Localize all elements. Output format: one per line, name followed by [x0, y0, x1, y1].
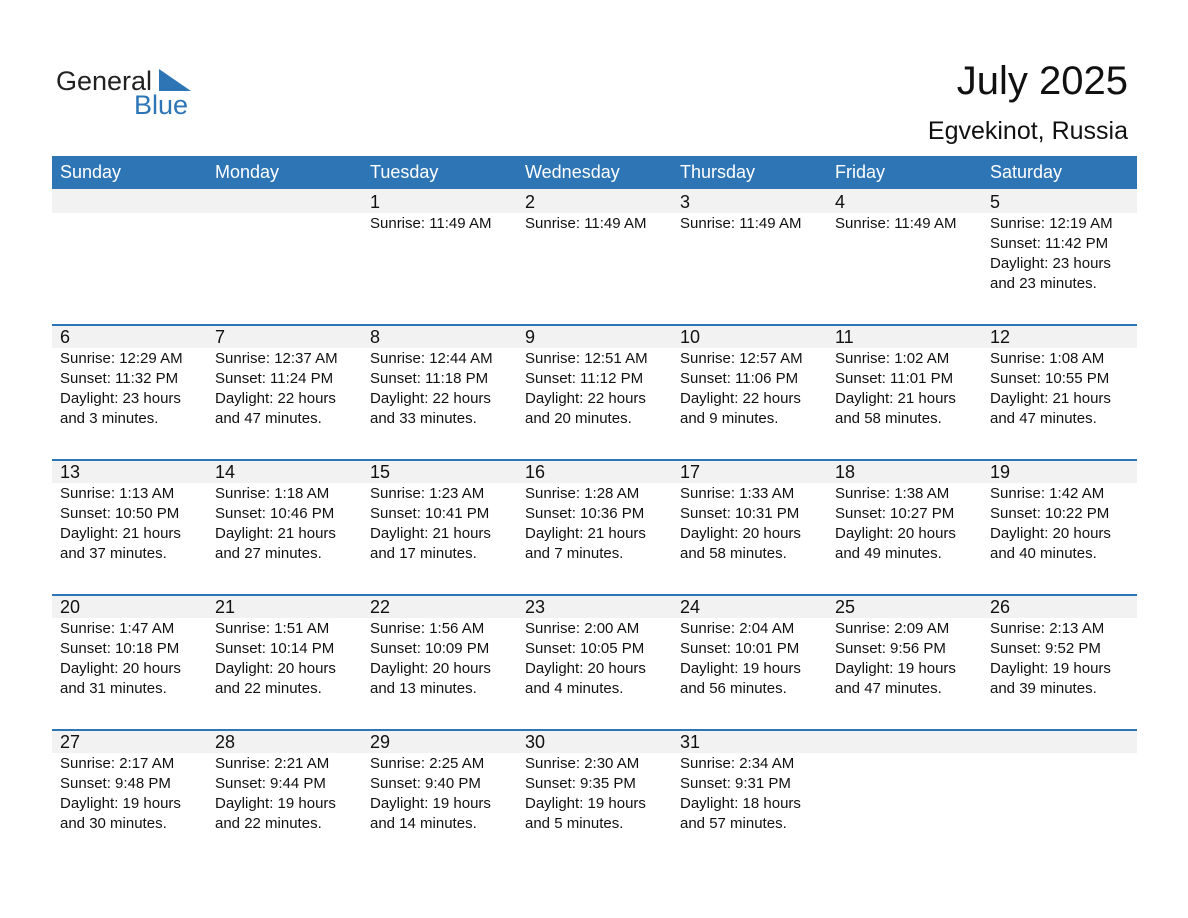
logo-triangle-icon	[159, 69, 191, 91]
daylight-minutes-text: and 3 minutes.	[60, 410, 159, 427]
sunset-text: Sunset: 11:01 PM	[835, 370, 954, 387]
sunset-text: Sunset: 10:18 PM	[60, 640, 180, 657]
day-number: 27	[60, 732, 81, 752]
sunset-text: Sunset: 10:22 PM	[990, 505, 1110, 522]
day-number: 1	[370, 192, 381, 212]
sunset-text: Sunset: 9:31 PM	[680, 775, 791, 792]
daylight-minutes-text: and 58 minutes.	[680, 545, 787, 562]
daylight-text: Daylight: 19 hours	[215, 795, 336, 812]
day-cell	[827, 324, 982, 429]
week-cells	[52, 594, 1137, 699]
day-number	[60, 189, 207, 214]
daylight-text: Daylight: 22 hours	[525, 390, 646, 407]
day-cell	[517, 729, 672, 834]
sunset-text: Sunset: 9:52 PM	[990, 640, 1101, 657]
daylight-minutes-text: and 30 minutes.	[60, 815, 167, 832]
day-cell	[672, 324, 827, 429]
sunrise-text: Sunrise: 11:49 AM	[370, 215, 492, 232]
day-cell	[672, 189, 827, 294]
daylight-minutes-text: and 22 minutes.	[215, 815, 322, 832]
day-number: 6	[60, 327, 71, 347]
sunrise-text: Sunrise: 12:57 AM	[680, 350, 803, 367]
sunrise-text: Sunrise: 2:30 AM	[525, 755, 640, 772]
day-cell	[672, 729, 827, 834]
day-number: 15	[370, 462, 391, 482]
daylight-minutes-text: and 39 minutes.	[990, 680, 1097, 697]
daylight-text: Daylight: 19 hours	[370, 795, 491, 812]
sunrise-text: Sunrise: 12:37 AM	[215, 350, 338, 367]
day-cell	[207, 729, 362, 834]
calendar-week	[52, 594, 1137, 729]
daylight-text: Daylight: 20 hours	[60, 660, 181, 677]
sunrise-text: Sunrise: 12:19 AM	[990, 215, 1113, 232]
sunrise-text: Sunrise: 11:49 AM	[525, 215, 647, 232]
sunrise-text: Sunrise: 12:51 AM	[525, 350, 648, 367]
daylight-minutes-text: and 13 minutes.	[370, 680, 477, 697]
week-cells	[52, 189, 1137, 294]
sunrise-text: Sunrise: 2:34 AM	[680, 755, 795, 772]
daylight-text: Daylight: 19 hours	[680, 660, 801, 677]
day-number: 14	[215, 462, 236, 482]
day-number: 20	[60, 597, 81, 617]
day-cell	[827, 189, 982, 294]
sunrise-text: Sunrise: 2:17 AM	[60, 755, 175, 772]
day-number: 7	[215, 327, 226, 347]
day-number: 17	[680, 462, 701, 482]
sunrise-text: Sunrise: 1:51 AM	[215, 620, 330, 637]
daylight-text: Daylight: 22 hours	[370, 390, 491, 407]
sunrise-text: Sunrise: 1:28 AM	[525, 485, 640, 502]
sunset-text: Sunset: 10:01 PM	[680, 640, 800, 657]
day-number	[990, 729, 1137, 754]
daylight-minutes-text: and 47 minutes.	[835, 680, 942, 697]
sunrise-text: Sunrise: 11:49 AM	[835, 215, 957, 232]
sunrise-text: Sunrise: 2:25 AM	[370, 755, 485, 772]
day-cell	[52, 729, 207, 834]
calendar-weeks	[52, 189, 1137, 864]
empty-day-cell	[982, 729, 1137, 834]
daylight-minutes-text: and 23 minutes.	[990, 275, 1097, 292]
day-number: 28	[215, 732, 236, 752]
daylight-text: Daylight: 21 hours	[60, 525, 181, 542]
daylight-minutes-text: and 49 minutes.	[835, 545, 942, 562]
daylight-text: Daylight: 19 hours	[525, 795, 646, 812]
day-cell	[982, 459, 1137, 564]
sunset-text: Sunset: 9:44 PM	[215, 775, 326, 792]
day-cell	[362, 324, 517, 429]
sunset-text: Sunset: 10:41 PM	[370, 505, 490, 522]
day-cell	[52, 459, 207, 564]
weekday-friday: Friday	[835, 162, 886, 182]
sunrise-text: Sunrise: 1:18 AM	[215, 485, 330, 502]
day-number: 5	[990, 192, 1001, 212]
daylight-minutes-text: and 17 minutes.	[370, 545, 477, 562]
daylight-text: Daylight: 20 hours	[215, 660, 336, 677]
daylight-text: Daylight: 21 hours	[215, 525, 336, 542]
daylight-text: Daylight: 18 hours	[680, 795, 801, 812]
daylight-minutes-text: and 20 minutes.	[525, 410, 632, 427]
day-cell	[362, 594, 517, 699]
weekday-wednesday: Wednesday	[525, 162, 620, 182]
weekday-header	[52, 156, 1137, 189]
sunset-text: Sunset: 10:46 PM	[215, 505, 335, 522]
sunset-text: Sunset: 10:55 PM	[990, 370, 1110, 387]
daylight-minutes-text: and 47 minutes.	[990, 410, 1097, 427]
sunrise-text: Sunrise: 2:21 AM	[215, 755, 330, 772]
day-cell	[207, 594, 362, 699]
daylight-text: Daylight: 19 hours	[60, 795, 181, 812]
sunrise-text: Sunrise: 2:13 AM	[990, 620, 1105, 637]
day-number: 30	[525, 732, 546, 752]
day-cell	[517, 189, 672, 294]
day-number	[215, 189, 362, 214]
daylight-text: Daylight: 20 hours	[990, 525, 1111, 542]
day-cell	[517, 324, 672, 429]
sunrise-text: Sunrise: 1:23 AM	[370, 485, 485, 502]
daylight-minutes-text: and 7 minutes.	[525, 545, 624, 562]
sunrise-text: Sunrise: 12:44 AM	[370, 350, 493, 367]
daylight-text: Daylight: 22 hours	[680, 390, 801, 407]
day-number: 16	[525, 462, 546, 482]
sunrise-text: Sunrise: 11:49 AM	[680, 215, 802, 232]
week-cells	[52, 729, 1137, 834]
day-cell	[517, 594, 672, 699]
day-number: 8	[370, 327, 381, 347]
sunrise-text: Sunrise: 2:00 AM	[525, 620, 640, 637]
day-number: 3	[680, 192, 691, 212]
weekday-sunday: Sunday	[60, 162, 122, 182]
daylight-text: Daylight: 21 hours	[990, 390, 1111, 407]
daylight-minutes-text: and 4 minutes.	[525, 680, 624, 697]
sunset-text: Sunset: 11:12 PM	[525, 370, 644, 387]
day-number: 10	[680, 327, 701, 347]
weekday-monday: Monday	[215, 162, 280, 182]
day-cell	[362, 459, 517, 564]
daylight-minutes-text: and 14 minutes.	[370, 815, 477, 832]
calendar-week	[52, 459, 1137, 594]
sunset-text: Sunset: 10:27 PM	[835, 505, 955, 522]
day-number: 13	[60, 462, 81, 482]
sunset-text: Sunset: 10:31 PM	[680, 505, 800, 522]
day-number	[835, 729, 982, 754]
day-cell	[827, 594, 982, 699]
daylight-text: Daylight: 19 hours	[835, 660, 956, 677]
daylight-minutes-text: and 33 minutes.	[370, 410, 477, 427]
sunrise-text: Sunrise: 1:42 AM	[990, 485, 1105, 502]
sunset-text: Sunset: 11:24 PM	[215, 370, 334, 387]
sunrise-text: Sunrise: 1:02 AM	[835, 350, 950, 367]
daylight-text: Daylight: 20 hours	[370, 660, 491, 677]
sunrise-text: Sunrise: 1:56 AM	[370, 620, 485, 637]
day-number: 22	[370, 597, 391, 617]
day-number: 18	[835, 462, 856, 482]
calendar-week	[52, 189, 1137, 324]
day-cell	[827, 459, 982, 564]
weekday-saturday: Saturday	[990, 162, 1063, 182]
day-number: 29	[370, 732, 391, 752]
daylight-text: Daylight: 20 hours	[525, 660, 646, 677]
sunrise-text: Sunrise: 2:09 AM	[835, 620, 950, 637]
sunrise-text: Sunrise: 1:38 AM	[835, 485, 950, 502]
daylight-text: Daylight: 22 hours	[215, 390, 336, 407]
daylight-minutes-text: and 5 minutes.	[525, 815, 624, 832]
day-cell	[362, 189, 517, 294]
sunset-text: Sunset: 9:56 PM	[835, 640, 946, 657]
day-cell	[982, 324, 1137, 429]
day-cell	[982, 594, 1137, 699]
day-number: 12	[990, 327, 1011, 347]
day-cell	[207, 459, 362, 564]
day-number: 21	[215, 597, 236, 617]
day-cell	[517, 459, 672, 564]
day-number: 23	[525, 597, 546, 617]
daylight-minutes-text: and 47 minutes.	[215, 410, 322, 427]
day-cell	[207, 324, 362, 429]
empty-day-cell	[207, 189, 362, 294]
sunset-text: Sunset: 10:36 PM	[525, 505, 645, 522]
daylight-minutes-text: and 40 minutes.	[990, 545, 1097, 562]
week-cells	[52, 324, 1137, 429]
sunset-text: Sunset: 10:14 PM	[215, 640, 335, 657]
sunrise-text: Sunrise: 1:47 AM	[60, 620, 175, 637]
daylight-minutes-text: and 22 minutes.	[215, 680, 322, 697]
day-number: 9	[525, 327, 536, 347]
sunset-text: Sunset: 11:42 PM	[990, 235, 1109, 252]
calendar-week	[52, 324, 1137, 459]
day-cell	[52, 324, 207, 429]
daylight-minutes-text: and 31 minutes.	[60, 680, 167, 697]
daylight-minutes-text: and 37 minutes.	[60, 545, 167, 562]
daylight-minutes-text: and 57 minutes.	[680, 815, 787, 832]
daylight-text: Daylight: 23 hours	[60, 390, 181, 407]
logo-word-blue: Blue	[134, 90, 189, 120]
day-number: 25	[835, 597, 856, 617]
weekday-thursday: Thursday	[680, 162, 756, 182]
day-cell	[52, 594, 207, 699]
week-cells	[52, 459, 1137, 564]
sunrise-text: Sunrise: 2:04 AM	[680, 620, 795, 637]
day-number: 19	[990, 462, 1011, 482]
sunset-text: Sunset: 9:48 PM	[60, 775, 171, 792]
daylight-text: Daylight: 19 hours	[990, 660, 1111, 677]
day-cell	[672, 459, 827, 564]
logo-word-general: General	[56, 66, 153, 96]
sunset-text: Sunset: 11:18 PM	[370, 370, 489, 387]
logo	[56, 66, 196, 122]
sunset-text: Sunset: 9:40 PM	[370, 775, 481, 792]
calendar-week	[52, 729, 1137, 864]
sunset-text: Sunset: 10:05 PM	[525, 640, 645, 657]
daylight-text: Daylight: 21 hours	[370, 525, 491, 542]
daylight-text: Daylight: 20 hours	[835, 525, 956, 542]
sunrise-text: Sunrise: 1:13 AM	[60, 485, 175, 502]
daylight-minutes-text: and 58 minutes.	[835, 410, 942, 427]
sunrise-text: Sunrise: 12:29 AM	[60, 350, 183, 367]
weekday-tuesday: Tuesday	[370, 162, 439, 182]
daylight-minutes-text: and 9 minutes.	[680, 410, 779, 427]
empty-day-cell	[52, 189, 207, 294]
day-cell	[982, 189, 1137, 294]
day-number: 24	[680, 597, 701, 617]
empty-day-cell	[827, 729, 982, 834]
sunrise-text: Sunrise: 1:08 AM	[990, 350, 1105, 367]
sunset-text: Sunset: 10:50 PM	[60, 505, 180, 522]
calendar	[52, 156, 1137, 864]
sunset-text: Sunset: 11:32 PM	[60, 370, 179, 387]
day-number: 4	[835, 192, 846, 212]
sunrise-text: Sunrise: 1:33 AM	[680, 485, 795, 502]
sunset-text: Sunset: 9:35 PM	[525, 775, 636, 792]
day-cell	[362, 729, 517, 834]
day-number: 2	[525, 192, 536, 212]
daylight-minutes-text: and 56 minutes.	[680, 680, 787, 697]
day-number: 26	[990, 597, 1011, 617]
daylight-text: Daylight: 21 hours	[835, 390, 956, 407]
sunset-text: Sunset: 11:06 PM	[680, 370, 799, 387]
daylight-text: Daylight: 21 hours	[525, 525, 646, 542]
day-cell	[672, 594, 827, 699]
daylight-text: Daylight: 20 hours	[680, 525, 801, 542]
sunset-text: Sunset: 10:09 PM	[370, 640, 490, 657]
daylight-text: Daylight: 23 hours	[990, 255, 1111, 272]
page-title: July 2025	[956, 59, 1128, 103]
day-number: 11	[835, 327, 854, 347]
daylight-minutes-text: and 27 minutes.	[215, 545, 322, 562]
location-subtitle: Egvekinot, Russia	[927, 117, 1128, 145]
day-number: 31	[680, 732, 701, 752]
